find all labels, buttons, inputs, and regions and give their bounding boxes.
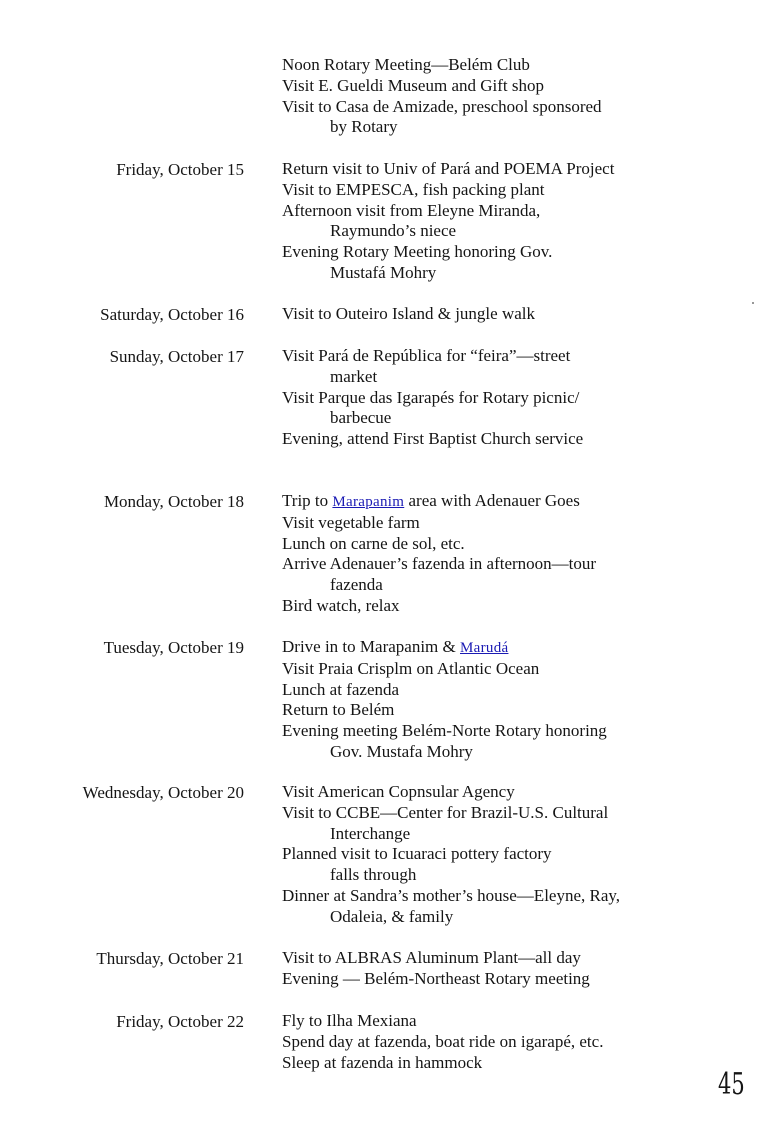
event-line: Visit to CCBE—Center for Brazil-U.S. Cultural [282, 802, 609, 822]
event-line: Planned visit to Icuaraci pottery factory [282, 844, 552, 864]
event-line-continuation: Gov. Mustafa Mohry [330, 741, 473, 761]
day-events [282, 55, 752, 138]
event-line-continuation: by Rotary [330, 117, 398, 137]
event-line: Evening — Belém-Northeast Rotary meeting [282, 968, 590, 988]
event-line [282, 637, 752, 659]
day-events [282, 159, 752, 284]
event-line: Visit Parque das Igarapés for Rotary picnic/ [282, 387, 580, 407]
event-text-after-link: area with Adenauer Goes [404, 491, 580, 510]
day-date: Sunday, October 17 [109, 347, 244, 366]
event-line: Return visit to Univ of Pará and POEMA Project [282, 159, 615, 178]
event-line: Dinner at Sandra’s mother’s house—Eleyne, Ray, [282, 885, 621, 905]
event-line: Visit to Outeiro Island & jungle walk [282, 304, 535, 323]
day-date: Wednesday, October 20 [82, 783, 244, 802]
day-date: Monday, October 18 [103, 492, 244, 511]
event-line: Evening meeting Belém-Norte Rotary honoring [282, 721, 607, 741]
event-line: Visit vegetable farm [282, 512, 420, 532]
day-events [282, 346, 752, 450]
event-line-continuation: barbecue [330, 408, 392, 428]
event-line: Visit to EMPESCA, fish packing plant [282, 179, 545, 199]
event-text-before-link: Trip to [282, 491, 333, 510]
event-line: Return to Belém [282, 700, 395, 720]
marapanim-link[interactable]: Marapanim [332, 494, 405, 510]
event-line: Lunch at fazenda [282, 679, 400, 699]
event-line-continuation: Raymundo’s niece [330, 221, 457, 241]
event-line: Evening Rotary Meeting honoring Gov. [282, 242, 553, 262]
event-line: Visit Pará de República for “feira”—street [282, 346, 571, 365]
day-events [282, 304, 752, 325]
event-line: Visit American Copnsular Agency [282, 782, 515, 801]
event-line: Visit Praia Crisplm on Atlantic Ocean [282, 658, 540, 678]
event-line-continuation: Interchange [330, 823, 411, 843]
scan-speck [752, 302, 754, 304]
day-events [282, 782, 752, 928]
event-line: Evening, attend First Baptist Church service [282, 429, 584, 449]
event-line-continuation: Odaleia, & family [330, 906, 454, 926]
event-text-before-link: Drive in to Marapanim & [282, 637, 460, 656]
day-date: Saturday, October 16 [100, 305, 244, 324]
event-line [282, 491, 752, 513]
event-line-continuation: market [330, 366, 378, 386]
event-line-continuation: Mustafá Mohry [330, 262, 437, 282]
page-number: 45 [718, 1067, 745, 1102]
event-line-continuation: falls through [330, 865, 417, 885]
event-line: Bird watch, relax [282, 595, 400, 615]
day-events [282, 1011, 752, 1073]
event-line: Lunch on carne de sol, etc. [282, 533, 465, 553]
maruda-link[interactable]: Marudá [460, 640, 509, 656]
day-events [282, 637, 752, 763]
event-line-continuation: fazenda [330, 575, 383, 595]
day-date: Friday, October 22 [116, 1012, 244, 1031]
day-date: Tuesday, October 19 [103, 638, 244, 657]
event-line: Arrive Adenauer’s fazenda in afternoon—tour [282, 554, 597, 574]
event-line: Sleep at fazenda in hammock [282, 1052, 483, 1072]
event-line: Noon Rotary Meeting—Belém Club [282, 55, 530, 74]
day-events [282, 491, 752, 617]
event-line: Visit E. Gueldi Museum and Gift shop [282, 75, 544, 95]
day-date: Friday, October 15 [116, 160, 244, 179]
event-line: Fly to Ilha Mexiana [282, 1011, 417, 1030]
event-line: Spend day at fazenda, boat ride on igarapé, etc. [282, 1031, 604, 1051]
event-line: Visit to ALBRAS Aluminum Plant—all day [282, 948, 581, 967]
event-line: Afternoon visit from Eleyne Miranda, [282, 200, 541, 220]
event-line: Visit to Casa de Amizade, preschool sponsored [282, 96, 602, 116]
day-events [282, 948, 752, 990]
day-date: Thursday, October 21 [96, 949, 244, 968]
